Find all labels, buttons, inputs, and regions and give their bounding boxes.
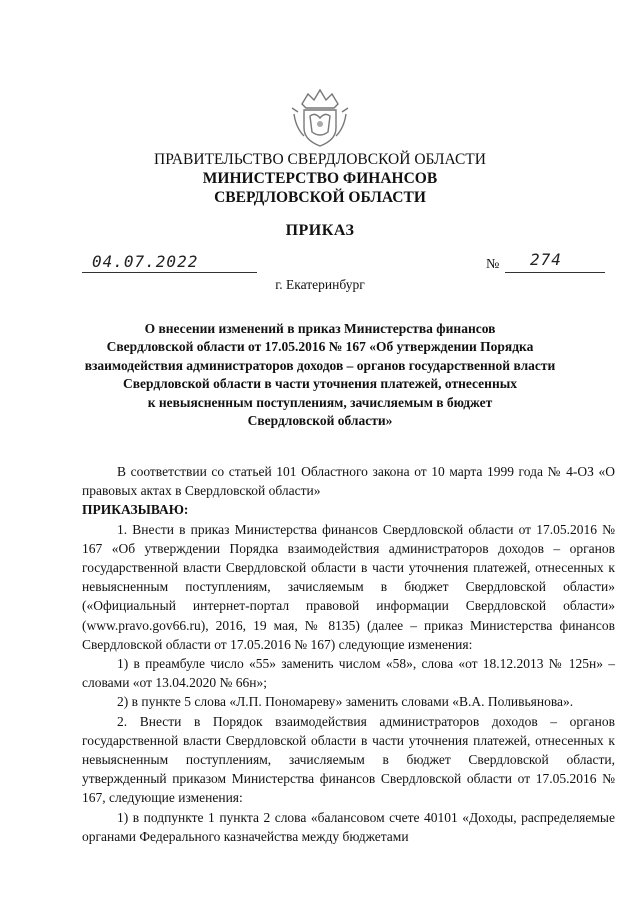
subject-line: Свердловской области»	[247, 413, 393, 429]
preamble-paragraph: В соответствии со статьей 101 Областного закона от 10 марта 1999 года № 4-ОЗ «О правовых актах в Свердловской области»	[82, 464, 615, 499]
subject-line: Свердловской области в части уточнения платежей, отнесенных	[122, 376, 518, 392]
date-underline	[82, 272, 257, 273]
org-line-government: ПРАВИТЕЛЬСТВО СВЕРДЛОВСКОЙ ОБЛАСТИ	[154, 151, 486, 168]
document-type-title: ПРИКАЗ	[285, 222, 355, 239]
document-body	[82, 462, 615, 846]
subparagraph-2-1: 1) в подпункте 1 пункта 2 слова «балансовом счете 40101 «Доходы, распределяемые органами Федерального казначейства между бюджетами	[82, 809, 615, 844]
paragraph-1: 1. Внести в приказ Министерства финансов Свердловской области от 17.05.2016 № 167 «Об утверждении Порядка взаимодействия администраторов доходов – органов государственной власти Свердловской области в части уточнения платежей, отнесенных к невыясненным поступлениям, зачисляемым в бюджет Свердловской области» («Официальный интернет-портал правовой информации Свердловской области» (www.pravo.gov66.ru), 2016, 19 мая, № 8135) (далее – приказ Министерства финансов Свердловской области от 17.05.2016 № 167) следующие изменения:	[82, 521, 615, 652]
number-label: №	[486, 257, 500, 272]
order-word: ПРИКАЗЫВАЮ:	[82, 502, 189, 518]
org-header	[0, 150, 640, 207]
subject-line: Свердловской области от 17.05.2016 № 167 «Об утверждении Порядка	[106, 339, 534, 355]
org-line-ministry: МИНИСТЕРСТВО ФИНАНСОВ	[202, 170, 438, 187]
document-subject	[0, 320, 640, 430]
coat-of-arms-icon	[288, 84, 352, 150]
subparagraph-1-2: 2) в пункте 5 слова «Л.П. Пономареву» заменить словами «В.А. Поливьянова».	[117, 694, 574, 710]
org-line-region: СВЕРДЛОВСКОЙ ОБЛАСТИ	[214, 189, 426, 206]
subparagraph-1-1: 1) в преамбуле число «55» заменить числом «58», слова «от 18.12.2013 № 125н» – словами «от 13.04.2020 № 66н»;	[82, 656, 615, 691]
number-underline	[505, 272, 605, 273]
subject-line: к невыясненным поступлениям, зачисляемым в бюджет	[147, 394, 493, 410]
document-number: 274	[530, 250, 562, 269]
document-date: 04.07.2022	[92, 252, 199, 271]
document-city: г. Екатеринбург	[275, 277, 365, 292]
paragraph-2: 2. Внести в Порядок взаимодействия администраторов доходов – органов государственной власти Свердловской области в части уточнения платежей, отнесенных к невыясненным поступлениям, зачисляемым в бюджет Свердловской области, утвержденный приказом Министерства финансов Свердловской области от 17.05.2016 № 167, следующие изменения:	[82, 713, 615, 806]
subject-line: взаимодействия администраторов доходов – органов государственной власти	[84, 357, 556, 373]
subject-line: О внесении изменений в приказ Министерства финансов	[144, 321, 496, 336]
